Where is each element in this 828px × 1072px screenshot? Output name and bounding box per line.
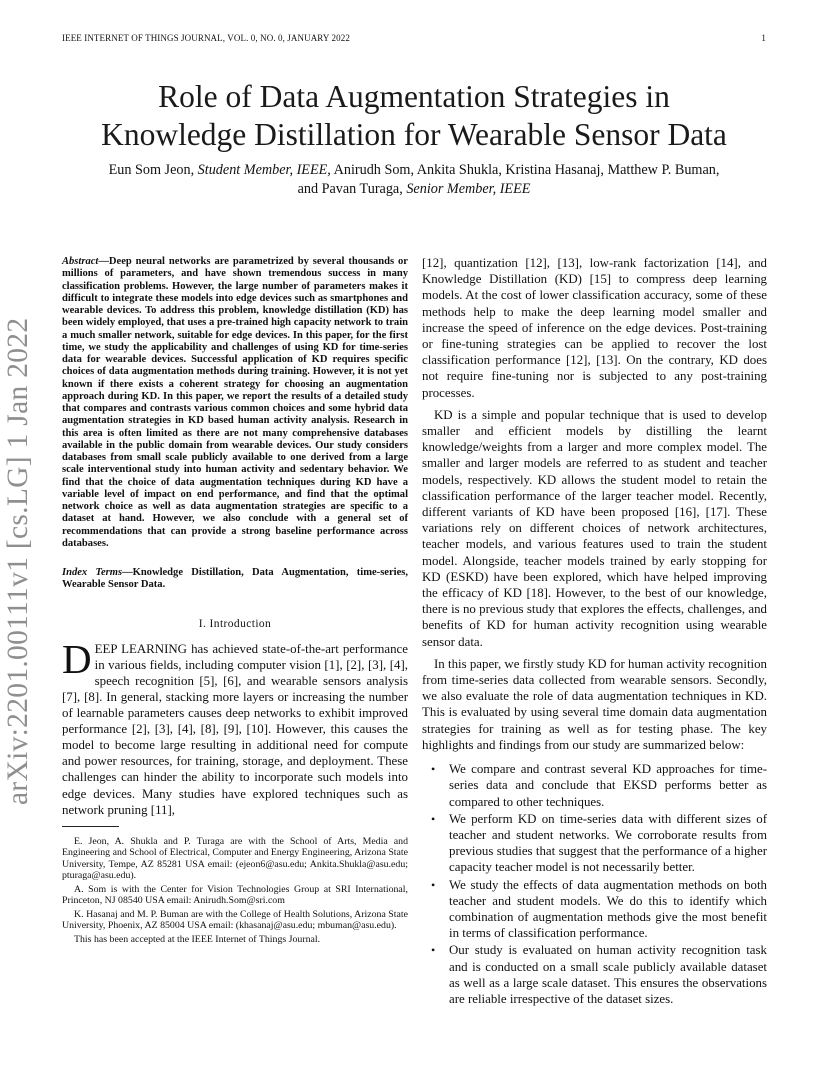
index-terms-text: —Knowledge Distillation, Data Augmentation, time-series, Wearable Sensor Data. (62, 567, 409, 591)
page-number: 1 (761, 33, 766, 43)
bullet-icon: • (431, 811, 436, 826)
contributions-list (422, 761, 767, 1007)
footnote-divider (62, 826, 119, 827)
running-header (62, 33, 766, 47)
author-list (60, 161, 768, 199)
list-item-text: We compare and contrast several KD approaches for time-series data and conclude that EKSD performs better as compared to other techniques. (449, 762, 767, 809)
body-paragraph: KD is a simple and popular technique that is used to develop smaller and efficient models by distilling the learnt knowledge/weights from a larger and more complex model. The smaller and larger models are referred to as student and teacher models, respectively. KD allows the student model to retain the classification performance of the larger teacher model. Recently, different variants of KD have been proposed [16], [17]. These variations rely on different choices of network architectures, teacher models, and various features used to train the student model. Alongside, teacher models trained by early stopping for KD (ESKD) have been explored, which have helped improving the efficacy of KD [18]. However, to the best of our knowledge, there is no previous study that explores the effects, challenges, and benefits of KD for human activity recognition using wearable sensor data. (422, 407, 767, 649)
author-text: and Pavan Turaga, (297, 181, 407, 197)
author-role: Senior Member, IEEE (406, 181, 531, 197)
journal-header: IEEE INTERNET OF THINGS JOURNAL, VOL. 0, NO. 0, JANUARY 2022 (62, 33, 350, 43)
body-paragraph: [12], quantization [12], [13], low-rank factorization [14], and Knowledge Distillation (KD) [15] to compress deep learning models. At the cost of lower classification accuracy, some of these methods help to make the deep learning model smaller and increase the speed of inference on the edge devices. Post-training or fine-tuning strategies can be applied to recover the lost classification performance [12], [13]. On the contrary, KD does not require fine-tuning nor is subjected to any post-training processes. (422, 256, 767, 400)
bullet-icon: • (431, 943, 436, 958)
author-text: Eun Som Jeon, (108, 162, 198, 178)
section-heading-introduction: I. Introduction (198, 617, 272, 630)
abstract-text: —Deep neural networks are parametrized by several thousands or millions of parameters, and have shown tremendous success in many classification problems. However, the large number of parameters makes it difficult to integrate these models into edge devices such as smartphones and wearable devices. To address this problem, knowledge distillation (KD) has been widely employed, that uses a pre-trained high capacity network to train a much smaller network, suitable for edge devices. In this paper, for the first time, we study the applicability and challenges of using KD for time-series data for wearable devices. Successful application of KD requires specific choices of data augmentation methods during training. However, it is not yet known if there exists a coherent strategy for choosing an augmentation approach during KD. In this paper, we report the results of a detailed study that compares and contrasts various common choices and some hybrid data augmentation strategies in KD based human activity analysis. Research in this area is often limited as there are not many comprehensive databases available in the public domain from wearable devices. Our study considers databases from small scale publicly available to one derived from a large scale interventional study into human activity and sedentary behavior. We find that the choice of data augmentation techniques during KD have a variable level of impact on end performance, and find that the optimal network choice as well as data augmentation strategies are specific to a dataset at hand. However, we also conclude with a general set of recommendations that can provide a strong baseline performance across databases. (62, 256, 408, 549)
footnote: A. Som is with the Center for Vision Technologies Group at SRI International, Princeton, NJ 08540 USA email: Anirudh.Som@sri.com (62, 883, 408, 907)
index-terms-label: Index Terms (62, 567, 123, 578)
right-column (422, 255, 767, 1008)
arxiv-identifier: arXiv:2201.00111v1 [cs.LG] 1 Jan 2022 (2, 317, 34, 805)
list-item (422, 811, 767, 876)
list-item-text: Our study is evaluated on human activity recognition task and is conducted on a small scale publicly available dataset as well as a large scale dataset. This ensures the observations are reliable irrespective of the dataset sizes. (449, 943, 767, 1006)
author-line-1 (60, 161, 768, 180)
footnotes (62, 836, 408, 946)
footnote: E. Jeon, A. Shukla and P. Turaga are with the School of Arts, Media and Engineering and School of Electrical, Computer and Energy Engineering, Arizona State University, Tempe, AZ 85281 USA email: (ejeon6@asu.edu; Ankita.Shukla@asu.edu; pturaga@asu.edu). (62, 835, 408, 882)
title-line-1: Role of Data Augmentation Strategies in (158, 79, 670, 114)
list-item-text: We study the effects of data augmentation methods on both teacher and student models. We do this to identify which combination of augmentation methods give the most benefit in terms of classification performance. (449, 877, 767, 941)
introduction-paragraph (62, 635, 408, 818)
author-text: Anirudh Som, Ankita Shukla, Kristina Hasanaj, Matthew P. Buman, (330, 162, 720, 178)
bullet-icon: • (431, 762, 436, 777)
author-line-2 (60, 180, 768, 199)
footnote: This has been accepted at the IEEE Internet of Things Journal. (74, 933, 321, 945)
index-terms (62, 567, 408, 592)
intro-text: has achieved state-of-the-art performance in various fields, including computer vision [1], [2], [3], [4], speech recognition [5], [6], and wearable sensors analysis [7], [8]. In general, stacking more layers or increasing the number of learnable parameters causes deep networks to exhibit improved performance [2], [3], [4], [8], [9], [10]. However, this causes the model to become large resulting in additional need for compute and power resources, for training, storage, and deployment. These challenges can hinder the ability to incorporate such models into edge devices. Many studies have explored techniques such as network pruning [11], (62, 641, 408, 817)
drop-cap: D (62, 635, 92, 682)
abstract (62, 256, 408, 550)
list-item (422, 877, 767, 942)
list-item (422, 942, 767, 1007)
author-role: Student Member, IEEE, (197, 162, 331, 178)
list-item (422, 761, 767, 810)
footnote: K. Hasanaj and M. P. Buman are with the College of Health Solutions, Arizona State University, Phoenix, AZ 85004 USA email: (khasanaj@asu.edu; mbuman@asu.edu). (62, 908, 408, 932)
body-paragraph: In this paper, we firstly study KD for human activity recognition from time-series data collected from wearable sensors. Secondly, we also evaluate the role of data augmentation techniques in KD. This is evaluated by using several time domain data augmentation strategies for training as well as for testing phase. The key highlights and findings from our study are summarized below: (422, 656, 767, 752)
bullet-icon: • (431, 877, 436, 892)
title-line-2: Knowledge Distillation for Wearable Sensor Data (101, 117, 727, 152)
intro-lead-words: EEP LEARNING (94, 641, 187, 656)
paper-title (40, 78, 788, 154)
left-column (62, 256, 408, 947)
list-item-text: We perform KD on time-series data with different sizes of teacher and student networks. We corroborate results from previous studies that suggest that the performance of a higher capacity teacher model is not necessarily better. (449, 811, 767, 875)
abstract-label: Abstract (62, 256, 99, 267)
